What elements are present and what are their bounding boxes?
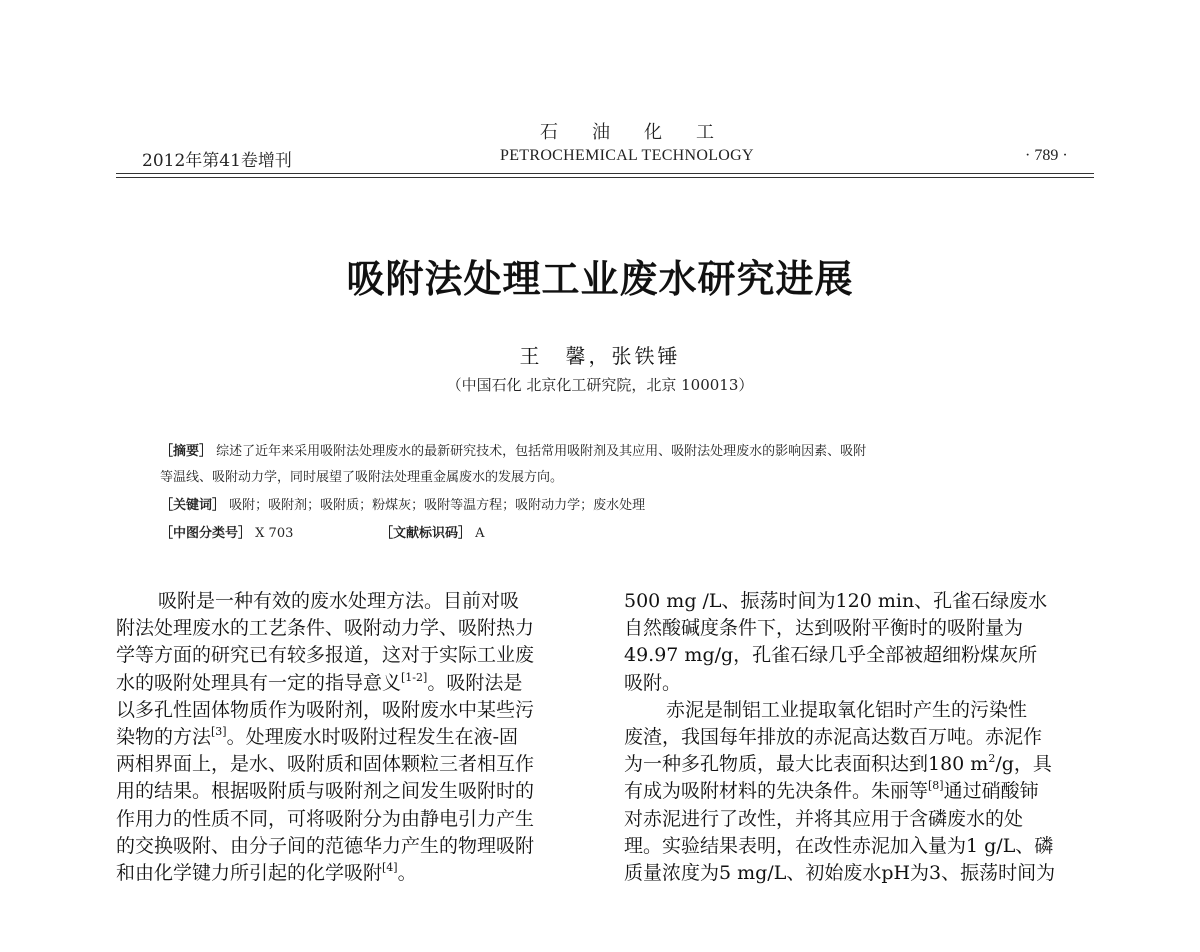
document-code-value: A bbox=[475, 526, 485, 541]
author-affiliation: （中国石化 北京化工研究院，北京 100013） bbox=[446, 376, 754, 394]
citation-ref: [3] bbox=[211, 724, 227, 738]
journal-title-cn: 石油化工 bbox=[540, 122, 748, 143]
classification-label: ［中图分类号］ bbox=[160, 526, 252, 541]
body-line: 赤泥是制铝工业提取氧化铝时产生的污染性 bbox=[666, 698, 1028, 721]
body-line: 作用力的性质不同，可将吸附分为由静电引力产生 bbox=[116, 807, 535, 830]
body-line: 吸附是一种有效的废水处理方法。目前对吸 bbox=[158, 590, 520, 612]
article-title: 吸附法处理工业废水研究进展 bbox=[346, 257, 854, 301]
abstract-text-line1: 综述了近年来采用吸附法处理废水的最新研究技术，包括常用吸附剂及其应用、吸附法处理废水的影响因素、吸附 bbox=[216, 444, 867, 459]
body-line bbox=[624, 751, 1092, 778]
citation-ref: [4] bbox=[382, 860, 398, 874]
issue-label: 2012年第41卷增刊 bbox=[142, 151, 292, 171]
body-column-left bbox=[116, 588, 582, 887]
classification bbox=[160, 522, 293, 541]
body-line: 两相界面上，是水、吸附质和固体颗粒三者相互作 bbox=[116, 753, 535, 776]
journal-title-en: PETROCHEMICAL TECHNOLOGY bbox=[500, 147, 754, 164]
document-code-label: ［文献标识码］ bbox=[380, 526, 472, 541]
body-column-right bbox=[624, 588, 1092, 887]
body-line: 学等方面的研究已有较多报道，这对于实际工业废 bbox=[116, 644, 535, 667]
header-rule-bottom bbox=[116, 177, 1094, 178]
body-text: 水的吸附处理具有一定的指导意义 bbox=[116, 671, 402, 694]
body-line: 吸附。 bbox=[624, 671, 682, 694]
body-text: 。处理废水时吸附过程发生在液-固 bbox=[226, 725, 519, 748]
abstract bbox=[160, 440, 866, 459]
keywords-text: 吸附；吸附剂；吸附质；粉煤灰；吸附等温方程；吸附动力学；废水处理 bbox=[229, 498, 646, 513]
citation-ref: 2 bbox=[988, 752, 996, 766]
body-line: 对赤泥进行了改性，并将其应用于含磷废水的处 bbox=[624, 807, 1024, 830]
body-text: 。吸附法是 bbox=[427, 671, 523, 694]
citation-ref: [1-2] bbox=[401, 670, 428, 684]
body-text: 和由化学键力所引起的化学吸附 bbox=[116, 861, 383, 884]
page-number: · 789 · bbox=[1025, 147, 1068, 164]
body-line: 500 mg /L、振荡时间为120 min、孔雀石绿废水 bbox=[624, 590, 1048, 612]
body-line: 理。实验结果表明，在改性赤泥加入量为1 g/L、磷 bbox=[624, 834, 1054, 857]
body-line: 49.97 mg/g，孔雀石绿几乎全部被超细粉煤灰所 bbox=[624, 644, 1038, 667]
body-line bbox=[624, 778, 1092, 805]
document-code bbox=[380, 522, 485, 541]
body-line: 自然酸碱度条件下，达到吸附平衡时的吸附量为 bbox=[624, 617, 1024, 640]
body-text: 为一种多孔物质，最大比表面积达到180 m bbox=[624, 753, 989, 776]
body-line: 以多孔性固体物质作为吸附剂，吸附废水中某些污 bbox=[116, 698, 535, 721]
article-authors: 王 馨，张铁锤 bbox=[519, 344, 681, 368]
body-text: 。 bbox=[397, 861, 417, 884]
body-text: 通过硝酸铈 bbox=[943, 780, 1039, 803]
abstract-label: ［摘要］ bbox=[160, 444, 213, 459]
body-text: 有成为吸附材料的先决条件。朱丽等 bbox=[624, 780, 929, 803]
classification-value: X 703 bbox=[255, 526, 294, 541]
abstract-text-line2: 等温线、吸附动力学，同时展望了吸附法处理重金属废水的发展方向。 bbox=[160, 470, 564, 485]
keywords-label: ［关键词］ bbox=[160, 498, 226, 513]
keywords bbox=[160, 494, 645, 513]
body-text: 染物的方法 bbox=[116, 725, 212, 748]
body-line: 用的结果。根据吸附质与吸附剂之间发生吸附时的 bbox=[116, 780, 535, 803]
body-line: 附法处理废水的工艺条件、吸附动力学、吸附热力 bbox=[116, 617, 535, 640]
body-line bbox=[116, 860, 582, 887]
body-line: 质量浓度为5 mg/L、初始废水pH为3、振荡时间为 bbox=[624, 861, 1056, 884]
body-line bbox=[116, 670, 582, 697]
citation-ref: [8] bbox=[928, 779, 944, 793]
body-line: 废渣，我国每年排放的赤泥高达数百万吨。赤泥作 bbox=[624, 725, 1043, 748]
body-line bbox=[116, 724, 582, 751]
body-text: /g，具 bbox=[995, 753, 1052, 776]
body-line: 的交换吸附、由分子间的范德华力产生的物理吸附 bbox=[116, 834, 535, 857]
header-rule-top bbox=[116, 173, 1094, 174]
